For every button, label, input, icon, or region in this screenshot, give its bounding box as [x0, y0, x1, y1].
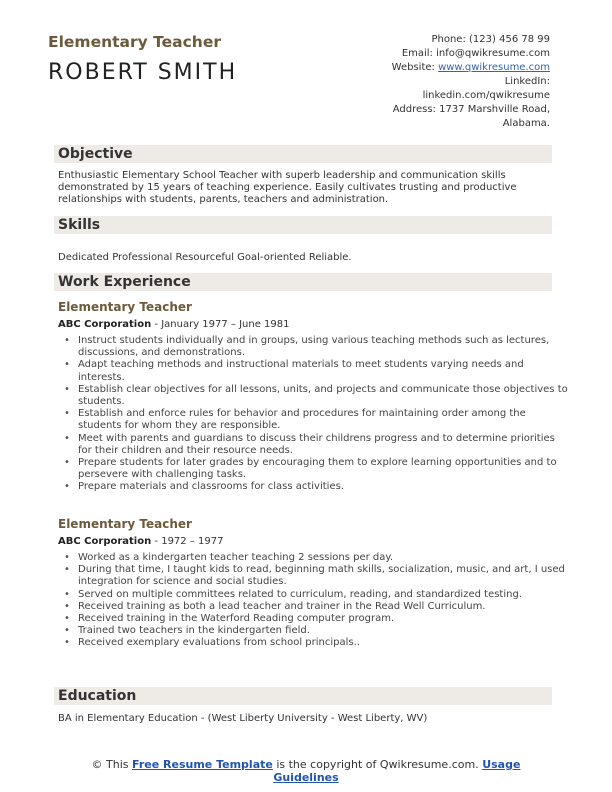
address-label: Address:: [392, 104, 436, 115]
job-1-company-line: [58, 319, 290, 330]
education-section-header: [54, 687, 552, 705]
email-value: info@qwikresume.com: [436, 48, 550, 59]
list-item: • Establish clear objectives for all lessons, units, and projects and communicate those objectives to students.: [78, 384, 570, 408]
job-2-dates: - 1972 – 1977: [151, 536, 224, 547]
job-2-bullets: [58, 552, 570, 650]
list-item: • Establish and enforce rules for behavior and procedures for maintaining order among the students for whom they are responsible.: [78, 408, 570, 432]
list-item: • Received exemplary evaluations from school principals..: [78, 637, 570, 649]
work-section-header: [54, 273, 552, 291]
education-text: BA in Elementary Education - (West Liberty University - West Liberty, WV): [58, 713, 428, 724]
footer-prefix: © This: [91, 758, 133, 771]
contact-email: [310, 47, 550, 61]
job-2-company-line: [58, 536, 223, 547]
list-item: • Trained two teachers in the kindergarten field.: [78, 625, 570, 637]
contact-linkedin-label: LinkedIn:: [504, 76, 550, 87]
contact-website: [310, 61, 550, 75]
website-label: Website:: [391, 62, 435, 73]
job-1-bullets: [58, 335, 570, 494]
list-item: • Received training in the Waterford Reading computer program.: [78, 613, 570, 625]
job-1-title: Elementary Teacher: [58, 300, 192, 314]
job-1-company: ABC Corporation: [58, 319, 152, 330]
list-item: • Prepare materials and classrooms for class activities.: [78, 481, 570, 493]
list-item: • Received training as both a lead teacher and trainer in the Read Well Curriculum.: [78, 601, 570, 613]
skills-text: Dedicated Professional Resourceful Goal-oriented Reliable.: [58, 252, 352, 263]
objective-title: Objective: [58, 146, 133, 162]
skills-section-header: [54, 216, 552, 234]
job-2-title: Elementary Teacher: [58, 517, 192, 531]
job-1-dates: - January 1977 – June 1981: [151, 319, 290, 330]
list-item: • Adapt teaching methods and instructional materials to meet students varying needs and interests.: [78, 359, 570, 383]
job-title: Elementary Teacher: [48, 33, 221, 51]
contact-address-line2: Alabama.: [502, 118, 550, 129]
phone-value: (123) 456 78 99: [469, 34, 550, 45]
contact-phone: [310, 33, 550, 47]
list-item: • Meet with parents and guardians to discuss their childrens progress and to determine priorities for their children and their resource needs.: [78, 433, 570, 457]
candidate-name: ROBERT SMITH: [48, 60, 238, 85]
list-item: • Prepare students for later grades by encouraging them to explore learning opportunities and to persevere with challenging tasks.: [78, 457, 570, 481]
address-line1: 1737 Marshville Road,: [439, 104, 550, 115]
list-item: • Worked as a kindergarten teacher teaching 2 sessions per day.: [78, 552, 570, 564]
contact-block: [310, 33, 550, 131]
phone-label: Phone:: [431, 34, 466, 45]
contact-address: [310, 103, 550, 117]
objective-text: Enthusiastic Elementary School Teacher with superb leadership and communication skills demonstrated by 15 years of teaching experience. Easily cultivates trusting and productive relationships with students, parents, teachers and administration.: [58, 170, 517, 206]
education-title: Education: [58, 688, 137, 704]
website-link[interactable]: www.qwikresume.com: [438, 62, 550, 73]
usage-guidelines-link[interactable]: Usage Guidelines: [273, 758, 521, 784]
free-resume-template-link[interactable]: Free Resume Template: [132, 758, 273, 771]
footer: [60, 758, 552, 784]
list-item: • During that time, I taught kids to read, beginning math skills, socialization, music, and art, I used integration for science and social studies.: [78, 564, 570, 588]
email-label: Email:: [401, 48, 433, 59]
contact-linkedin-value: linkedin.com/qwikresume: [422, 90, 550, 101]
list-item: • Served on multiple committees related to curriculum, reading, and standardized testing.: [78, 589, 570, 601]
job-2-company: ABC Corporation: [58, 536, 152, 547]
work-title: Work Experience: [58, 274, 191, 290]
skills-title: Skills: [58, 217, 101, 233]
footer-middle: is the copyright of Qwikresume.com.: [272, 758, 483, 771]
list-item: • Instruct students individually and in groups, using various teaching methods such as lectures, discussions, and demonstrations.: [78, 335, 570, 359]
objective-section-header: [54, 145, 552, 163]
